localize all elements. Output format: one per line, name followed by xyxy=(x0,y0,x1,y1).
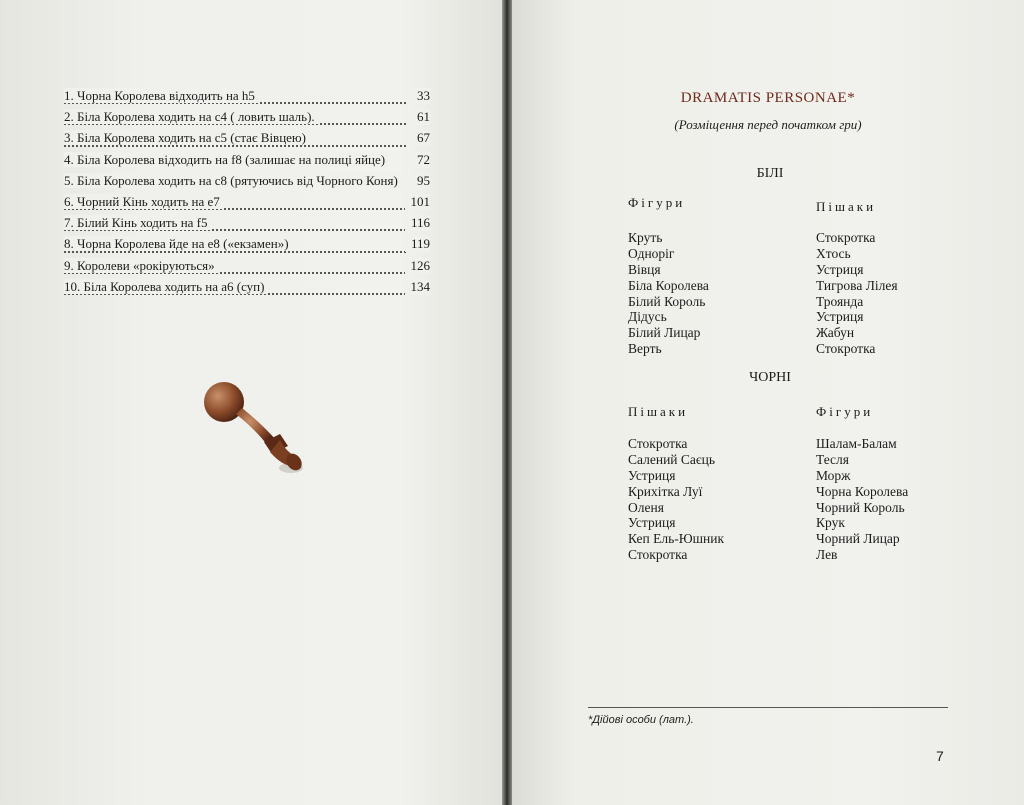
list-item: Біла Королева xyxy=(628,277,709,293)
white-pawns-list xyxy=(816,230,898,357)
toc-entry-title: 2. Біла Королева ходить на c4 ( ловить шаль). xyxy=(64,109,315,125)
list-item: Чорний Король xyxy=(816,499,905,515)
list-item: Стокротка xyxy=(628,547,688,563)
black-side-heading: ЧОРНІ xyxy=(749,370,791,385)
page-number: 7 xyxy=(936,748,944,764)
toc-entry-title: 5. Біла Королева ходить на c8 (рятуючись від Чорного Коня) xyxy=(64,172,398,188)
toc-entry-page: 72 xyxy=(411,152,430,168)
toc-entry-title: 4. Біла Королева відходить на f8 (залишає на полиці яйце) xyxy=(64,151,386,167)
toc-entry xyxy=(64,130,436,151)
list-item: Шалам-Балам xyxy=(816,436,897,451)
black-pieces-list xyxy=(816,436,908,563)
toc-entry-title: 3. Біла Королева ходить на c5 (стає Вівцею) xyxy=(64,130,306,146)
list-item: Одноріг xyxy=(628,245,675,261)
list-item: Круть xyxy=(628,230,663,245)
toc-entry-title: 1. Чорна Королева відходить на h5 xyxy=(64,88,255,103)
list-item: Чорний Лицар xyxy=(816,531,900,547)
toc-entry-title: 9. Королеви «рокіруються» xyxy=(64,257,215,273)
list-item: Жабун xyxy=(816,325,855,341)
footnote-divider xyxy=(588,707,948,708)
white-pawns-heading: Пішаки xyxy=(816,199,877,214)
left-page xyxy=(0,0,502,805)
list-item: Білий Лицар xyxy=(628,325,701,341)
list-item: Стокротка xyxy=(816,230,876,245)
list-item: Крук xyxy=(816,515,845,531)
toc-entry-page: 61 xyxy=(411,109,430,125)
toc-entry-page: 101 xyxy=(405,194,431,210)
list-item: Троянда xyxy=(816,293,864,309)
list-item: Чорна Королева xyxy=(816,483,909,499)
toc-entry xyxy=(64,88,436,109)
page-title: DRAMATIS PERSONAE* xyxy=(680,90,856,106)
list-item: Вівця xyxy=(628,261,661,277)
toc-entry-title: 8. Чорна Королева йде на e8 («екзамен») xyxy=(64,236,289,252)
toc-entry-page: 116 xyxy=(405,215,430,231)
toc-entry-page: 134 xyxy=(405,279,431,295)
toc-entry xyxy=(64,279,436,300)
toc-entry-title: 6. Чорний Кінь ходить на e7 xyxy=(64,193,220,209)
list-item: Тесля xyxy=(816,451,849,467)
toc-entry xyxy=(64,173,436,194)
list-item: Оленя xyxy=(628,499,664,515)
toc-entry-title: 7. Білий Кінь ходить на f5 xyxy=(64,215,208,231)
toc-entry xyxy=(64,215,436,236)
toc-entry-page: 67 xyxy=(411,130,430,146)
toc-entry xyxy=(64,109,436,130)
list-item: Стокротка xyxy=(628,436,688,451)
toc-entry xyxy=(64,194,436,215)
list-item: Білий Король xyxy=(628,293,706,309)
black-pieces-heading: Фігури xyxy=(816,404,874,419)
list-item: Салений Саєць xyxy=(628,451,716,467)
white-pieces-list xyxy=(628,230,709,357)
list-item: Дідусь xyxy=(628,309,667,325)
white-pieces-heading: Фігури xyxy=(628,195,686,210)
list-item: Хтось xyxy=(816,245,851,261)
list-item: Устриця xyxy=(628,515,676,531)
list-item: Устриця xyxy=(628,467,676,483)
list-item: Верть xyxy=(628,341,662,357)
fallen-pawn-illustration xyxy=(196,372,316,482)
white-side-heading: БІЛІ xyxy=(756,166,784,181)
list-item: Морж xyxy=(816,467,851,483)
toc-entry xyxy=(64,258,436,279)
list-item: Кеп Ель-Юшник xyxy=(628,531,724,547)
list-item: Крихітка Луї xyxy=(628,483,703,499)
list-item: Тигрова Лілея xyxy=(816,277,898,293)
toc-entry-page: 95 xyxy=(411,173,430,189)
toc-entry xyxy=(64,236,436,257)
footnote: *Дійові особи (лат.). xyxy=(588,714,694,726)
toc-entry-page: 33 xyxy=(411,88,430,104)
toc-entry-page: 126 xyxy=(405,258,431,274)
toc-entry-title: 10. Біла Королева ходить на a6 (суп) xyxy=(64,278,265,294)
list-item: Стокротка xyxy=(816,341,876,357)
toc-entry xyxy=(64,152,436,173)
list-item: Лев xyxy=(816,547,838,563)
list-item: Устриця xyxy=(816,261,864,277)
list-item: Устриця xyxy=(816,309,864,325)
black-pawns-list xyxy=(628,436,724,563)
book-gutter xyxy=(502,0,512,805)
page-subtitle: (Розміщення перед початком гри) xyxy=(674,117,862,132)
table-of-contents xyxy=(64,88,436,300)
black-pawns-heading: Пішаки xyxy=(628,404,689,419)
toc-entry-page: 119 xyxy=(405,236,430,252)
